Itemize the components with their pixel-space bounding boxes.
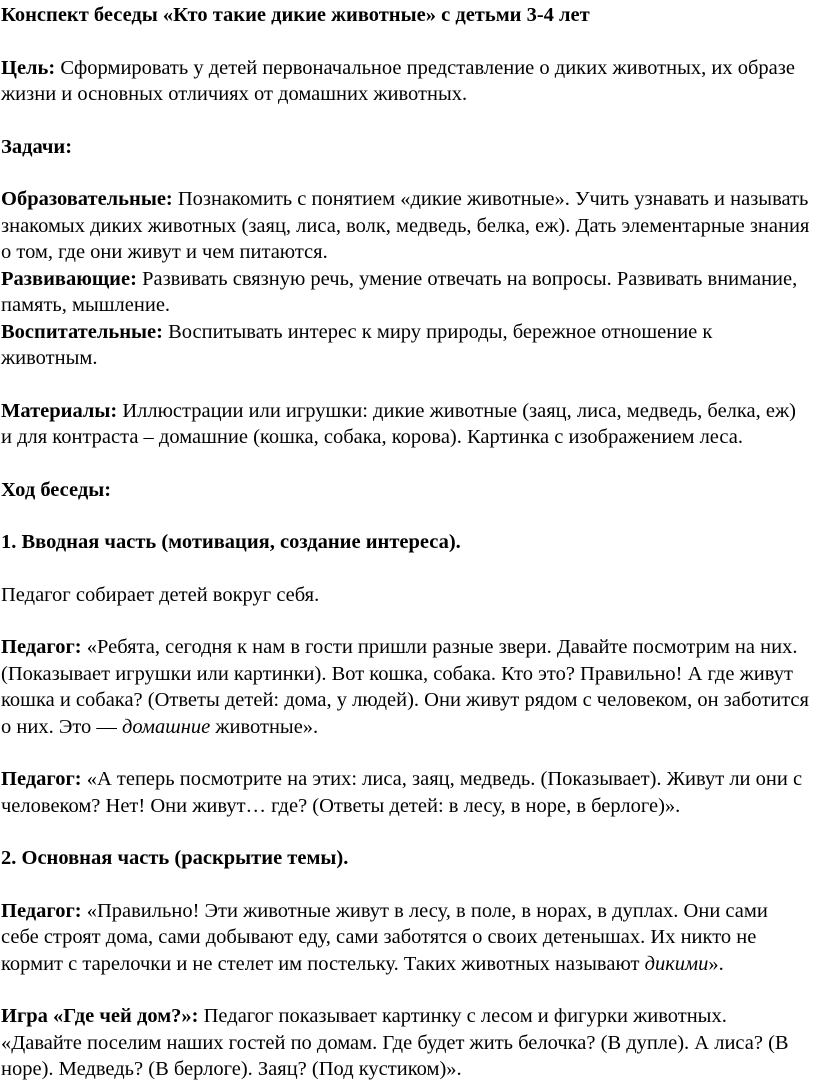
materials-label: Материалы:: [1, 399, 118, 422]
task-text: Воспитывать интерес к миру природы, бережное отношение к животным.: [1, 320, 713, 369]
emphasis-word: дикими: [644, 952, 709, 975]
task-text: Развивать связную речь, умение отвечать на вопросы. Развивать внимание, память, мышление.: [1, 267, 798, 316]
speaker-label: Педагог:: [1, 768, 82, 790]
speaker-label: Педагог:: [1, 899, 82, 922]
task-label: Образовательные:: [1, 188, 173, 210]
task-upbringing: [1, 319, 810, 372]
task-text: Познакомить с понятием «дикие животные». Учить узнавать и называть знакомых диких животных (заяц, лиса, волк, медведь, белка, еж). Дать элементарные знания о том, где они живут и чем питаются.: [1, 188, 810, 263]
section2-speech1: Педагог: «Правильно! Эти животные живут в лесу, в поле, в норах, в дуплах. Они сами себе строят дома, сами добывают еду, сами заботятся о своих детенышах. Их никто не кормит с тарелочки и не стелет им постельку. Таких животных называют дикими».: [1, 899, 768, 975]
goal-text: Сформировать у детей первоначальное представление о диких животных, их образе жизни и основных отличиях от домашних животных.: [1, 56, 795, 105]
section2-heading: 2. Основная часть (раскрытие темы).: [1, 847, 349, 869]
speaker-label: Педагог:: [1, 636, 82, 658]
materials-text: Иллюстрации или игрушки: дикие животные (заяц, лиса, медведь, белка, еж) и для контраста – домашние (кошка, собака, корова). Картинка с изображением леса.: [1, 399, 796, 448]
game-label: Игра «Где чей дом?»:: [1, 1005, 199, 1027]
section1-intro: Педагог собирает детей вокруг себя.: [1, 583, 320, 606]
section1-speech1: Педагог: «Ребята, сегодня к нам в гости пришли разные звери. Давайте посмотрим на них. (Показывает игрушки или картинки). Вот кошка, собака. Кто это? Правильно! А где живут кошка и собака? (Ответы детей: дома, у людей). Они живут рядом с человеком, он заботится о них. Это — домашние животные».: [1, 636, 809, 738]
goal-paragraph: [1, 55, 810, 108]
materials-paragraph: [1, 398, 810, 451]
section1-heading: 1. Вводная часть (мотивация, создание интереса).: [1, 531, 461, 553]
task-educational: [1, 186, 810, 266]
goal-label: Цель:: [1, 56, 56, 79]
section1-speech2: Педагог: «А теперь посмотрите на этих: лиса, заяц, медведь. (Показывает). Живут ли они с человеком? Нет! Они живут… где? (Ответы детей: в лесу, в норе, в берлоге)».: [1, 768, 803, 817]
document-title: Конспект беседы «Кто такие дикие животные» с детьми 3-4 лет: [1, 4, 590, 26]
emphasis-word: домашние: [122, 715, 211, 738]
tasks-heading: Задачи:: [1, 135, 73, 158]
task-label: Развивающие:: [1, 267, 137, 290]
game-paragraph: Игра «Где чей дом?»: Педагог показывает картинку с лесом и фигурки животных. «Давайте поселим наших гостей по домам. Где будет жить белочка? (В дупле). А лиса? (В норе). Медведь? (В берлоге). Заяц? (Под кустиком)».: [1, 1005, 789, 1080]
course-heading: Ход беседы:: [1, 478, 112, 501]
task-label: Воспитательные:: [1, 320, 163, 343]
task-developmental: [1, 266, 810, 319]
